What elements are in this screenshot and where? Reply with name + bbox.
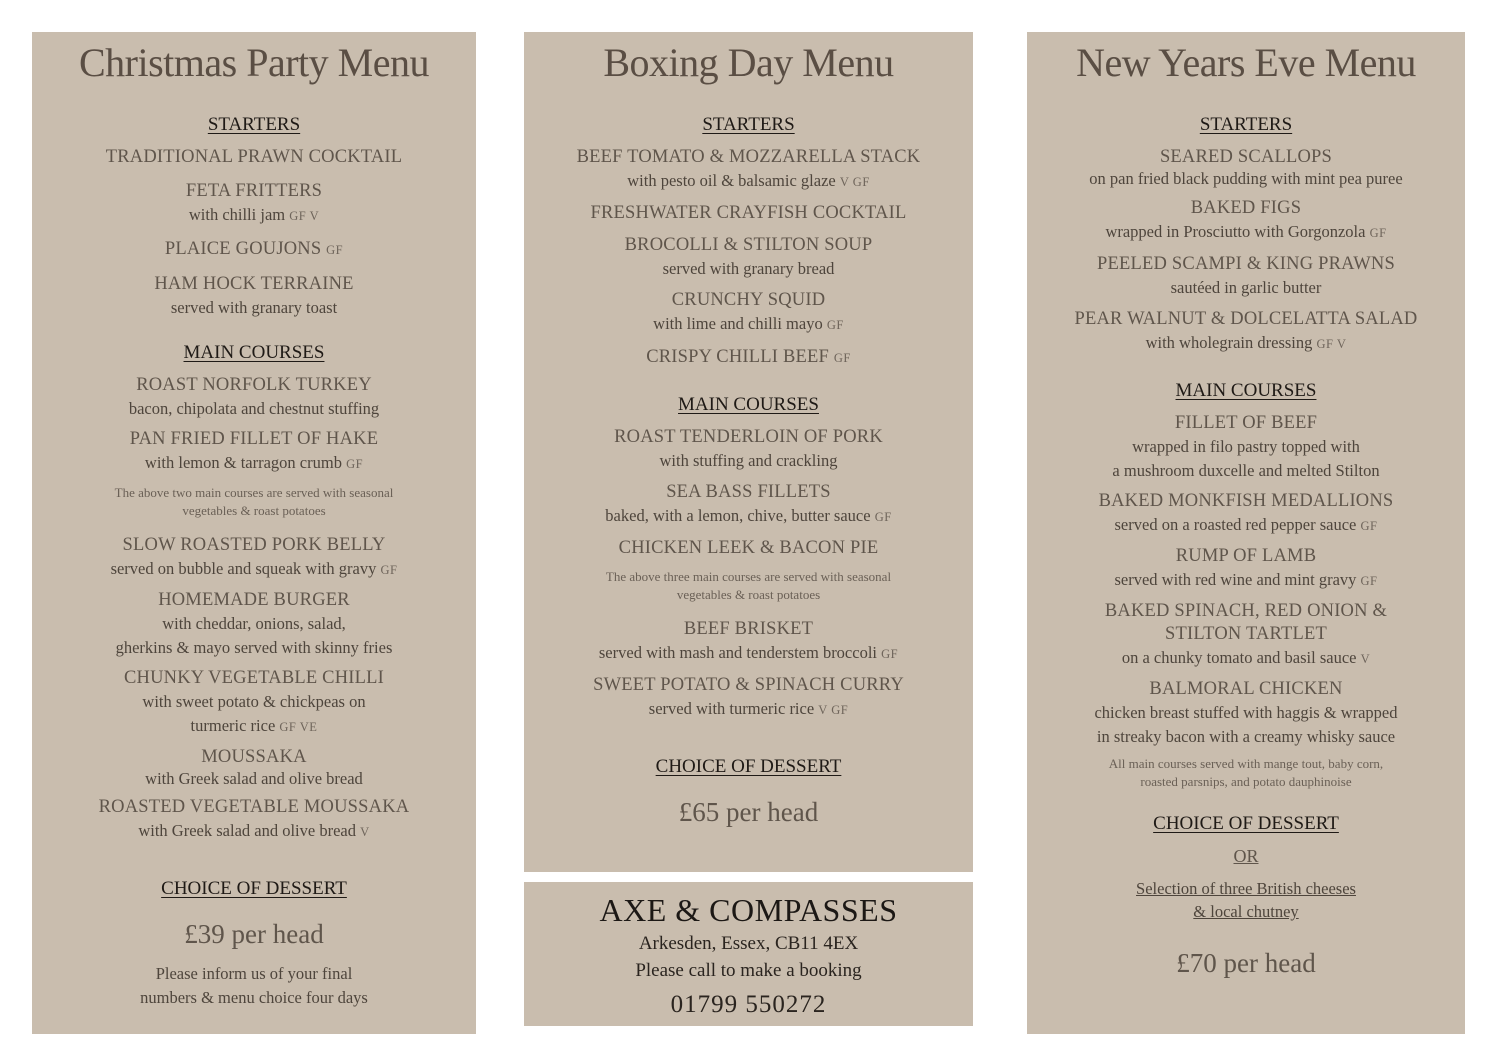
footer-line: Please inform us of your final (155, 964, 353, 983)
dietary-tags: GF (346, 457, 364, 471)
menu-item (32, 534, 476, 582)
menu-item (32, 273, 476, 320)
dish-description: gherkins & mayo served with skinny fries (115, 638, 393, 657)
dish-name: FETA FRITTERS (185, 181, 323, 201)
dish-description: served on a roasted red pepper sauce (1114, 515, 1357, 534)
dish-name: CHUNKY VEGETABLE CHILLI (123, 668, 385, 688)
menu-item (1027, 545, 1465, 593)
dish-name: BAKED FIGS (1190, 198, 1302, 218)
dish-description: with Greek salad and olive bread (138, 821, 356, 840)
dish-description: served on bubble and squeak with gravy (110, 559, 377, 578)
dietary-tags: GF (1360, 574, 1378, 588)
christmas-starters-heading: STARTERS (207, 114, 301, 135)
dish-name: BAKED MONKFISH MEDALLIONS (1098, 491, 1394, 511)
menu-item (524, 146, 973, 194)
dish-name: BEEF TOMATO & MOZZARELLA STACK (576, 147, 921, 167)
dietary-tags: GF (874, 510, 892, 524)
menu-item (1027, 308, 1465, 356)
dish-description: wrapped in filo pastry topped with (1132, 437, 1360, 456)
dish-description: with sweet potato & chickpeas on (142, 692, 366, 711)
mains-note (524, 568, 973, 604)
booking-text: Please call to make a booking (635, 960, 862, 981)
menu-item (1027, 146, 1465, 189)
venue-name: AXE & COMPASSES (599, 892, 898, 928)
or-label: OR (1233, 846, 1259, 866)
nye-menu-title: New Years Eve Menu (1076, 40, 1416, 85)
dish-description: on a chunky tomato and basil sauce (1121, 648, 1357, 667)
dish-description: served with granary toast (170, 298, 338, 317)
note-line: vegetables & roast potatoes (676, 587, 821, 602)
menu-item (1027, 197, 1465, 245)
dish-name: PEELED SCAMPI & KING PRAWNS (1097, 254, 1395, 274)
dietary-tags: GF (380, 563, 398, 577)
dish-description: served with mash and tenderstem broccoli (598, 643, 877, 662)
menu-item (1027, 412, 1465, 483)
dish-description: served with granary bread (662, 259, 835, 278)
mains-note (1027, 755, 1465, 791)
dish-description: bacon, chipolata and chestnut stuffing (128, 399, 380, 418)
dish-description: with lime and chilli mayo (653, 314, 823, 333)
christmas-menu-title: Christmas Party Menu (79, 40, 429, 85)
dish-name: FRESHWATER CRAYFISH COCKTAIL (590, 203, 907, 223)
dish-name: PAN FRIED FILLET OF HAKE (129, 429, 379, 449)
dietary-tags: V (360, 825, 370, 839)
dietary-tags: GF (881, 647, 899, 661)
dish-description: with pesto oil & balsamic glaze (627, 171, 836, 190)
dish-name: HAM HOCK TERRAINE (154, 274, 354, 294)
dish-name: SWEET POTATO & SPINACH CURRY (593, 675, 904, 695)
dietary-tags: GF VE (279, 720, 318, 734)
dietary-tags: GF (826, 318, 844, 332)
menu-item (32, 746, 476, 789)
menu-item (32, 238, 476, 262)
nye-dessert-heading: CHOICE OF DESSERT (1153, 813, 1339, 834)
dietary-tags: V GF (839, 175, 870, 189)
christmas-footer (32, 962, 476, 1010)
dish-name: ROAST NORFOLK TURKEY (136, 375, 372, 395)
boxing-dessert-heading: CHOICE OF DESSERT (655, 756, 842, 777)
dish-name: BAKED SPINACH, RED ONION & (1104, 601, 1388, 621)
dietary-tags: GF (1360, 519, 1378, 533)
christmas-menu-panel (32, 32, 476, 1034)
cheese-option (1027, 877, 1465, 923)
menu-item (524, 234, 973, 281)
dish-name: FILLET OF BEEF (1174, 413, 1318, 433)
menu-item (32, 796, 476, 844)
dish-name: TRADITIONAL PRAWN COCKTAIL (105, 147, 403, 167)
new-years-eve-menu-panel (1027, 32, 1465, 1034)
nye-price: £70 per head (1176, 948, 1316, 978)
cheese-line: Selection of three British cheeses (1136, 879, 1356, 898)
menu-item (32, 589, 476, 660)
dish-description: sautéed in garlic butter (1170, 278, 1322, 297)
dish-name: STILTON TARTLET (1165, 624, 1327, 644)
menu-item (32, 146, 476, 169)
dish-name: SLOW ROASTED PORK BELLY (122, 535, 386, 555)
dietary-tags: GF (1369, 226, 1387, 240)
footer-line: numbers & menu choice four days (140, 988, 368, 1007)
menu-item (524, 481, 973, 529)
note-line: All main courses served with mange tout, baby corn, (1108, 756, 1384, 771)
dish-description: a mushroom duxcelle and melted Stilton (1112, 461, 1380, 480)
dish-description: chicken breast stuffed with haggis & wrapped (1094, 703, 1398, 722)
boxing-price: £65 per head (678, 797, 819, 827)
nye-mains-heading: MAIN COURSES (1175, 380, 1317, 401)
dish-name: BALMORAL CHICKEN (1149, 679, 1343, 699)
note-line: The above three main courses are served with seasonal (605, 569, 892, 584)
menu-item (524, 674, 973, 722)
dish-description: with cheddar, onions, salad, (162, 614, 346, 633)
dish-description: served with turmeric rice (648, 699, 815, 718)
menu-item (32, 180, 476, 228)
dish-name: BEEF BRISKET (683, 619, 814, 639)
note-line: vegetables & roast potatoes (182, 503, 326, 518)
dietary-tags: GF (326, 243, 344, 257)
dish-description: served with red wine and mint gravy (1114, 570, 1357, 589)
venue-address: Arkesden, Essex, CB11 4EX (638, 933, 859, 954)
menu-item (32, 428, 476, 476)
dish-name: CHICKEN LEEK & BACON PIE (618, 538, 879, 558)
menu-item (32, 667, 476, 739)
menu-item (524, 346, 973, 370)
menu-item (524, 289, 973, 337)
menu-item (524, 618, 973, 666)
dish-name: ROASTED VEGETABLE MOUSSAKA (98, 797, 410, 817)
cheese-line: & local chutney (1193, 902, 1299, 921)
dish-name: RUMP OF LAMB (1175, 546, 1317, 566)
dish-description: turmeric rice (190, 716, 276, 735)
dish-name: SEA BASS FILLETS (666, 482, 831, 502)
dietary-tags: GF V (1316, 337, 1347, 351)
dish-description: wrapped in Prosciutto with Gorgonzola (1105, 222, 1366, 241)
dish-description: with chilli jam (188, 205, 286, 224)
note-line: The above two main courses are served with seasonal (114, 485, 394, 500)
menu-item (524, 426, 973, 473)
dish-name: PEAR WALNUT & DOLCELATTA SALAD (1074, 309, 1418, 329)
dietary-tags: V GF (818, 703, 849, 717)
nye-starters-heading: STARTERS (1199, 114, 1293, 135)
menu-item (524, 202, 973, 225)
dish-name: BROCOLLI & STILTON SOUP (624, 235, 873, 255)
menu-item (1027, 600, 1465, 671)
dish-description: with wholegrain dressing (1145, 333, 1313, 352)
note-line: roasted parsnips, and potato dauphinoise (1140, 774, 1352, 789)
boxing-menu-title: Boxing Day Menu (603, 40, 894, 85)
dietary-tags: GF (833, 351, 851, 365)
dish-description: with lemon & tarragon crumb (144, 453, 342, 472)
dish-name: MOUSSAKA (201, 747, 307, 767)
mains-note (32, 484, 476, 520)
dish-name: CRUNCHY SQUID (671, 290, 826, 310)
dish-name: PLAICE GOUJONS (164, 239, 322, 259)
boxing-mains-heading: MAIN COURSES (678, 394, 819, 415)
dish-name: HOMEMADE BURGER (158, 590, 350, 610)
dietary-tags: GF V (289, 209, 320, 223)
menu-item (1027, 253, 1465, 300)
dish-description: on pan fried black pudding with mint pea puree (1089, 169, 1403, 188)
dish-description: baked, with a lemon, chive, butter sauce (605, 506, 871, 525)
phone-number[interactable]: 01799 550272 (670, 991, 827, 1018)
menu-item (524, 537, 973, 560)
dish-name: CRISPY CHILLI BEEF (646, 347, 829, 367)
dish-description: with Greek salad and olive bread (145, 769, 363, 788)
dish-description: in streaky bacon with a creamy whisky sauce (1096, 727, 1396, 746)
christmas-mains-heading: MAIN COURSES (183, 342, 325, 363)
boxing-starters-heading: STARTERS (702, 114, 795, 135)
venue-panel (524, 882, 973, 1026)
menu-item (1027, 678, 1465, 749)
menu-item (1027, 490, 1465, 538)
menu-item (32, 374, 476, 421)
dish-name: SEARED SCALLOPS (1159, 147, 1333, 167)
dietary-tags: V (1360, 652, 1371, 666)
boxing-day-menu-panel (524, 32, 973, 872)
dish-description: with stuffing and crackling (659, 451, 838, 470)
christmas-dessert-heading: CHOICE OF DESSERT (161, 878, 347, 899)
christmas-price: £39 per head (184, 919, 324, 949)
dish-name: ROAST TENDERLOIN OF PORK (614, 427, 883, 447)
